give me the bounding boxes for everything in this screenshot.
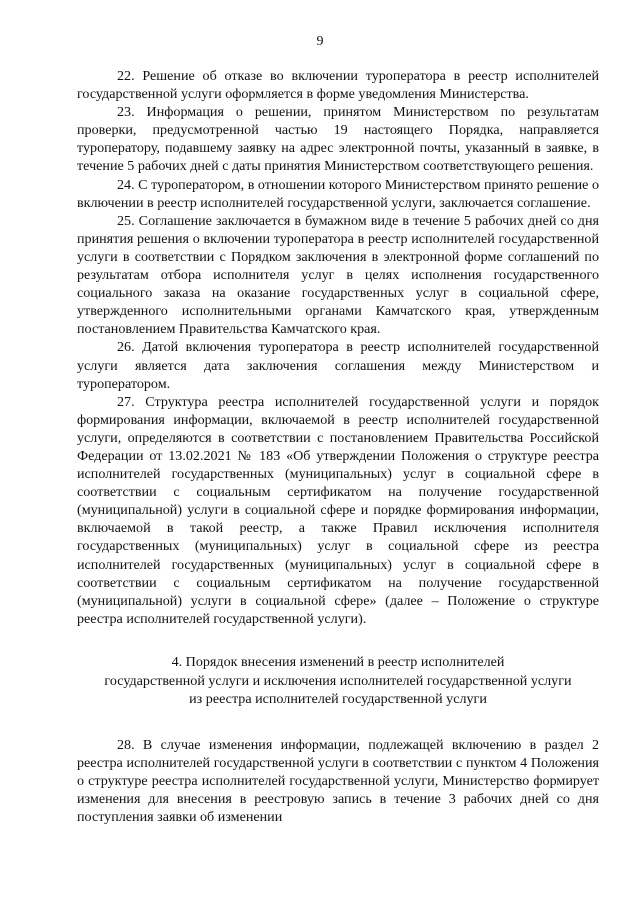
page-number: 9 [316, 34, 324, 49]
section-heading [77, 653, 599, 709]
paragraph-26: 26. Датой включения туроператора в реестр исполнителей государственной услуги является дата заключения соглашения между Министерством и туроператором. [77, 339, 599, 392]
paragraph-22: 22. Решение об отказе во включении туроператора в реестр исполнителей государственной услуги оформляется в форме уведомления Министерства. [77, 68, 599, 103]
paragraph-24: 24. С туроператором, в отношении которого Министерством принято решение о включении в реестр исполнителей государственной услуги, заключается соглашение. [77, 176, 599, 211]
document-body [77, 67, 599, 826]
paragraph-23: 23. Информация о решении, принятом Министерством по результатам проверки, предусмотренной частью 19 настоящего Порядка, направляется туроператору, подавшему заявку на адрес электронной почты, указанный в заявке, в течение 5 рабочих дней с даты принятия Министерством соответствующего решения. [77, 104, 599, 175]
paragraph-25: 25. Соглашение заключается в бумажном виде в течение 5 рабочих дней со дня принятия решения о включении туроператора в реестр исполнителей государственной услуги в соответствии с Порядком заключения в электронной форме соглашений по результатам отбора исполнителя услуг в целях исполнения государственного социального заказа на оказание государственных услуг в социальной сфере, утвержденного исполнительными органами Камчатского края, утвержденным постановлением Правительства Камчатского края. [77, 212, 599, 338]
section-heading-line-3: из реестра исполнителей государственной услуги [189, 691, 487, 708]
paragraph-27: 27. Структура реестра исполнителей государственной услуги и порядок формирования информации, включаемой в реестр исполнителей государственной услуги, определяются в соответствии с постановлением Правительства Российской Федерации от 13.02.2021 № 183 «Об утверждении Положения о структуре реестра исполнителей государственных (муниципальных) услуг в социальной сфере в соответствии с социальным сертификатом на получение государственной (муниципальной) услуги в социальной сфере и порядке формирования информации, включаемой в такой реестр, а также Правил исключения исполнителя государственных (муниципальных) услуг в социальной сфере из реестра исполнителей государственных (муниципальных) услуг в социальной сфере в соответствии с социальным сертификатом на получение государственной (муниципальной) услуги в социальной сфере» (далее – Положение о структуре реестра исполнителей государственной услуги). [77, 393, 599, 627]
paragraph-28: 28. В случае изменения информации, подлежащей включению в раздел 2 реестра исполнителей государственной услуги в соответствии с пунктом 4 Положения о структуре реестра исполнителей государственной услуги, Министерство формирует изменения для внесения в реестровую запись в течение 3 рабочих дней со дня поступления заявки об изменении [77, 736, 599, 826]
section-heading-line-1: 4. Порядок внесения изменений в реестр исполнителей [171, 653, 505, 670]
section-heading-line-2: государственной услуги и исключения исполнителей государственной услуги [104, 672, 572, 689]
